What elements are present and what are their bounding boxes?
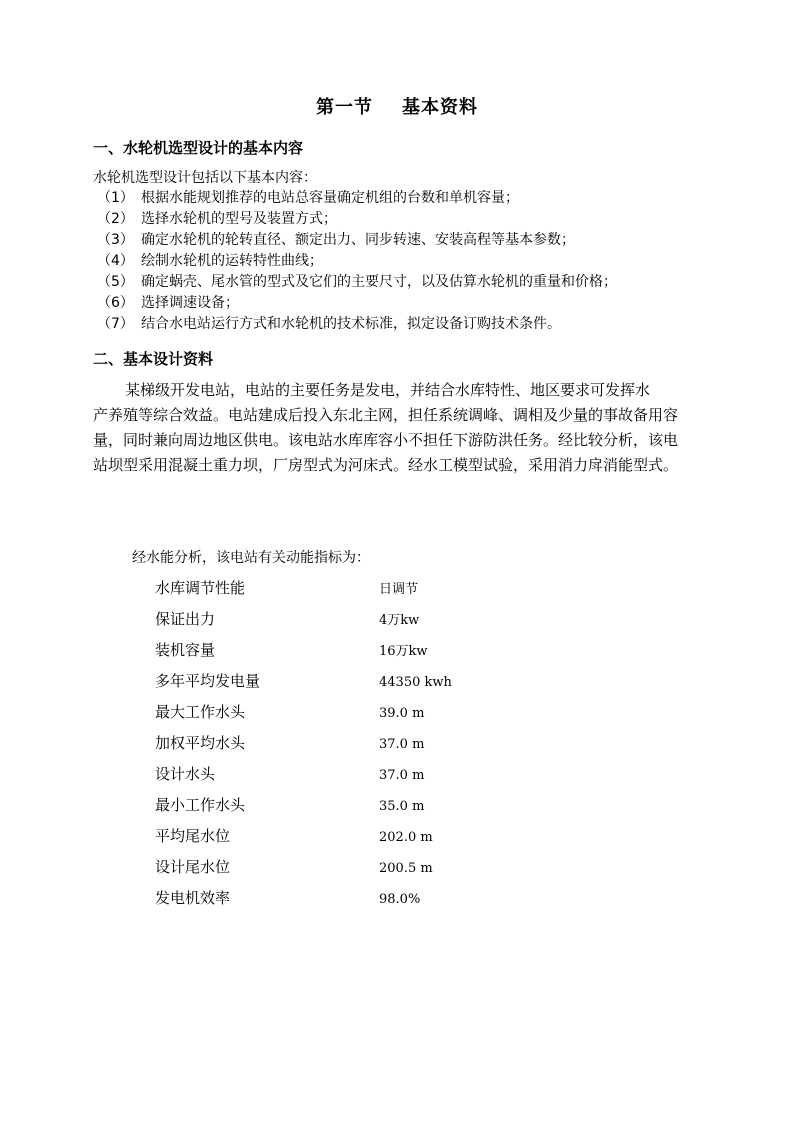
indicator-label: 平均尾水位	[155, 827, 231, 845]
table-row	[155, 851, 452, 882]
paragraph-line: 某梯级开发电站，电站的主要任务是发电，并结合水库特性、地区要求可发挥水	[125, 381, 651, 399]
section1-intro: 水轮机选型设计包括以下基本内容：	[93, 170, 317, 186]
indicator-value: 35.0 m	[379, 799, 425, 814]
paragraph-line: 站坝型采用混凝土重力坝，厂房型式为河床式。经水工模型试验，采用消力戽消能型式。	[93, 456, 679, 474]
section2-heading: 二、基本设计资料	[93, 350, 214, 368]
table-row	[155, 882, 452, 913]
list-item-text: 根据水能规划推荐的电站总容量确定机组的台数和单机容量；	[141, 190, 519, 206]
table-row	[155, 727, 452, 758]
indicator-label: 加权平均水头	[155, 734, 246, 752]
indicator-label: 水库调节性能	[155, 579, 246, 597]
indicator-value: 44350 kwh	[379, 675, 452, 690]
indicator-label: 最小工作水头	[155, 796, 246, 814]
indicator-value: 16万kw	[379, 644, 428, 659]
list-item-number: （3）	[97, 232, 134, 248]
list-item	[97, 209, 617, 230]
list-item-text: 确定蜗壳、尾水管的型式及它们的主要尺寸，以及估算水轮机的重量和价格；	[141, 274, 617, 290]
list-item-text: 选择调速设备；	[141, 295, 239, 311]
design-content-list	[97, 188, 617, 335]
list-item-number: （4）	[97, 253, 134, 269]
list-item	[97, 293, 617, 314]
paragraph-line: 量，同时兼向周边地区供电。该电站水库库容小不担任下游防洪任务。经比较分析，该电	[93, 431, 679, 449]
indicator-value: 39.0 m	[379, 706, 425, 721]
table-row	[155, 820, 452, 851]
indicator-label: 多年平均发电量	[155, 672, 261, 690]
indicator-value: 98.0%	[379, 892, 421, 907]
indicator-value: 37.0 m	[379, 737, 425, 752]
indicators-lead: 经水能分析，该电站有关动能指标为：	[132, 550, 370, 566]
list-item	[97, 272, 617, 293]
list-item-number: （1）	[97, 190, 134, 206]
indicator-label: 最大工作水头	[155, 703, 246, 721]
list-item-number: （6）	[97, 295, 134, 311]
list-item-text: 选择水轮机的型号及装置方式；	[141, 211, 337, 227]
table-row	[155, 696, 452, 727]
indicator-label: 设计水头	[155, 765, 216, 783]
list-item-text: 绘制水轮机的运转特性曲线；	[141, 253, 323, 269]
list-item	[97, 314, 617, 335]
list-item-number: （5）	[97, 274, 134, 290]
table-row	[155, 758, 452, 789]
indicator-label: 发电机效率	[155, 889, 231, 907]
table-row	[155, 572, 452, 603]
indicator-label: 设计尾水位	[155, 858, 231, 876]
indicator-value: 4万kw	[379, 613, 420, 628]
table-row	[155, 603, 452, 634]
table-row	[155, 665, 452, 696]
indicator-value: 日调节	[379, 582, 419, 597]
section1-heading: 一、水轮机选型设计的基本内容	[93, 139, 304, 157]
list-item-number: （7）	[97, 316, 134, 332]
table-row	[155, 634, 452, 665]
list-item	[97, 188, 617, 209]
indicator-value: 200.5 m	[379, 861, 433, 876]
project-description-paragraph	[93, 378, 725, 478]
paragraph-line: 产养殖等综合效益。电站建成后投入东北主网，担任系统调峰、调相及少量的事故备用容	[93, 406, 679, 424]
list-item	[97, 251, 617, 272]
indicator-label: 装机容量	[155, 641, 216, 659]
page-title: 第一节 基本资料	[315, 97, 479, 118]
list-item-number: （2）	[97, 211, 134, 227]
list-item-text: 结合水电站运行方式和水轮机的技术标准，拟定设备订购技术条件。	[141, 316, 561, 332]
indicator-label: 保证出力	[155, 610, 216, 628]
indicator-value: 37.0 m	[379, 768, 425, 783]
list-item	[97, 230, 617, 251]
list-item-text: 确定水轮机的轮转直径、额定出力、同步转速、安装高程等基本参数；	[141, 232, 575, 248]
energy-indicators-table	[155, 572, 452, 913]
indicator-value: 202.0 m	[379, 830, 433, 845]
table-row	[155, 789, 452, 820]
